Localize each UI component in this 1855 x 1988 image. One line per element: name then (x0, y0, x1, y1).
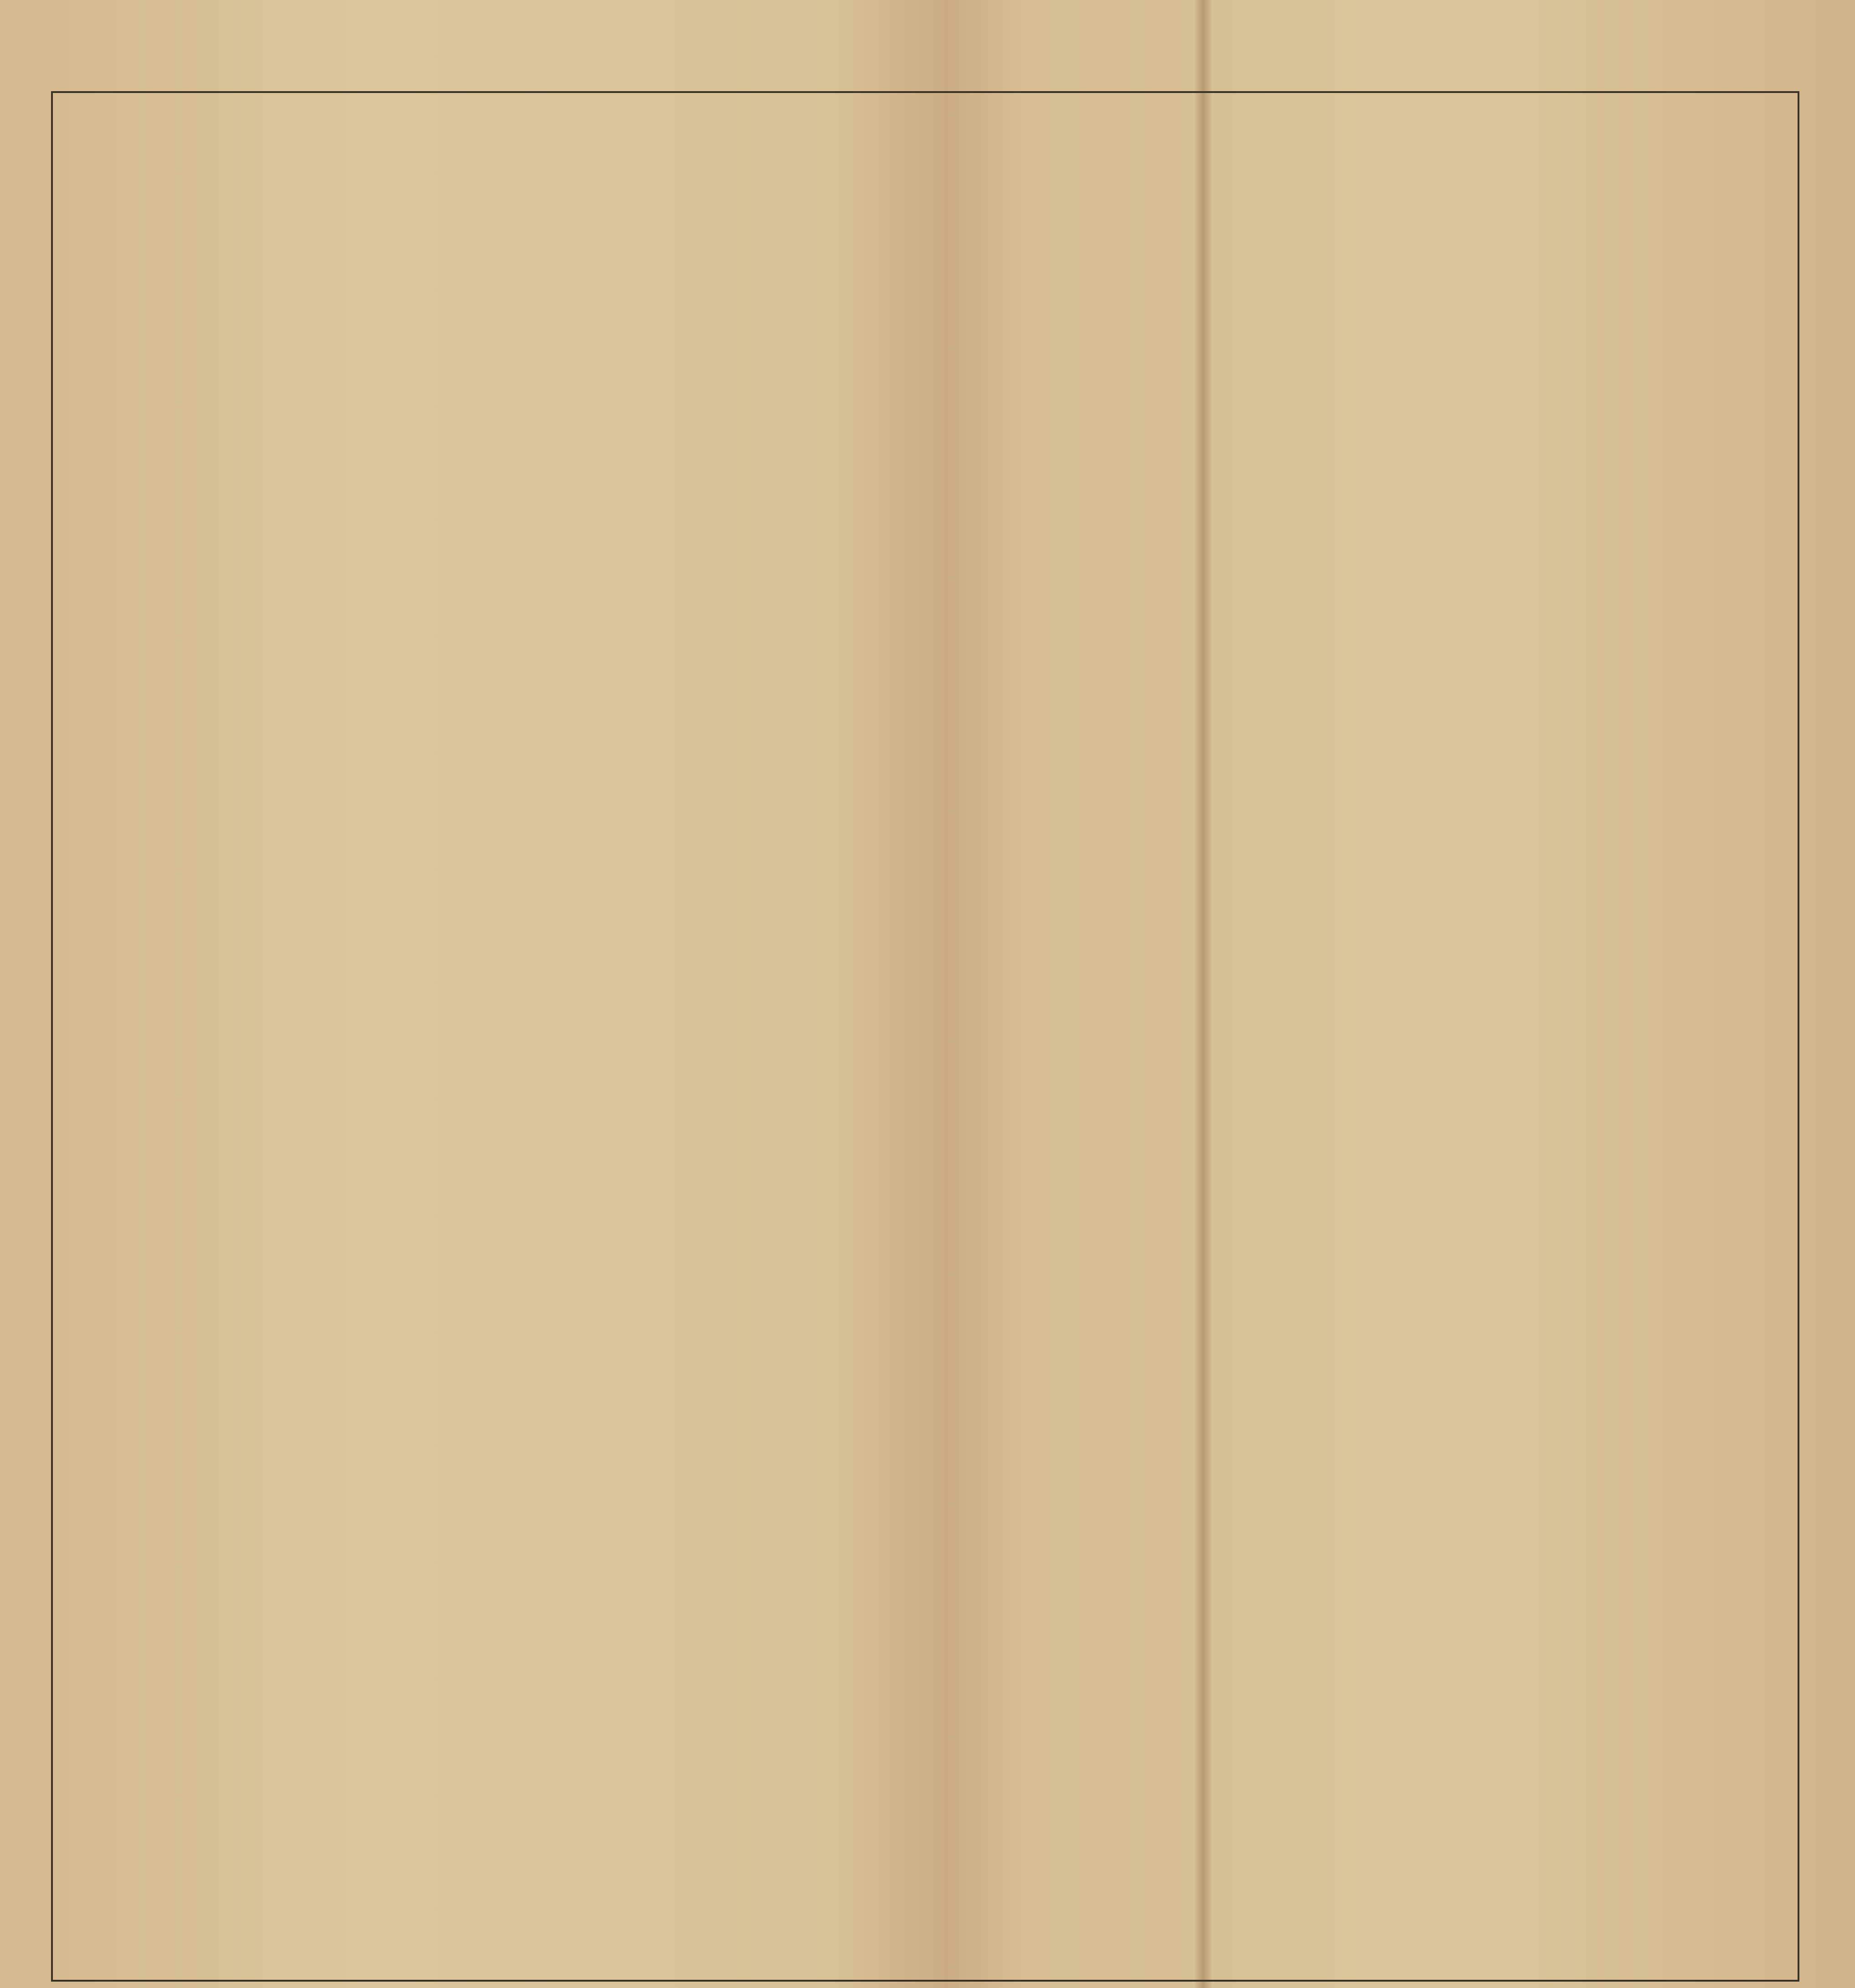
header-name (103, 107, 465, 422)
header-religion (628, 107, 721, 531)
header-alter (552, 107, 621, 422)
header-beruf (994, 107, 1194, 490)
header-geschlecht (474, 107, 515, 422)
header-maengel (1661, 107, 1793, 417)
header-ordnungsnummer (54, 219, 97, 392)
header-familienstand (732, 107, 982, 408)
header-staatsangehoerigkeit (1208, 128, 1390, 419)
header-aufenthalt (1399, 107, 1654, 394)
